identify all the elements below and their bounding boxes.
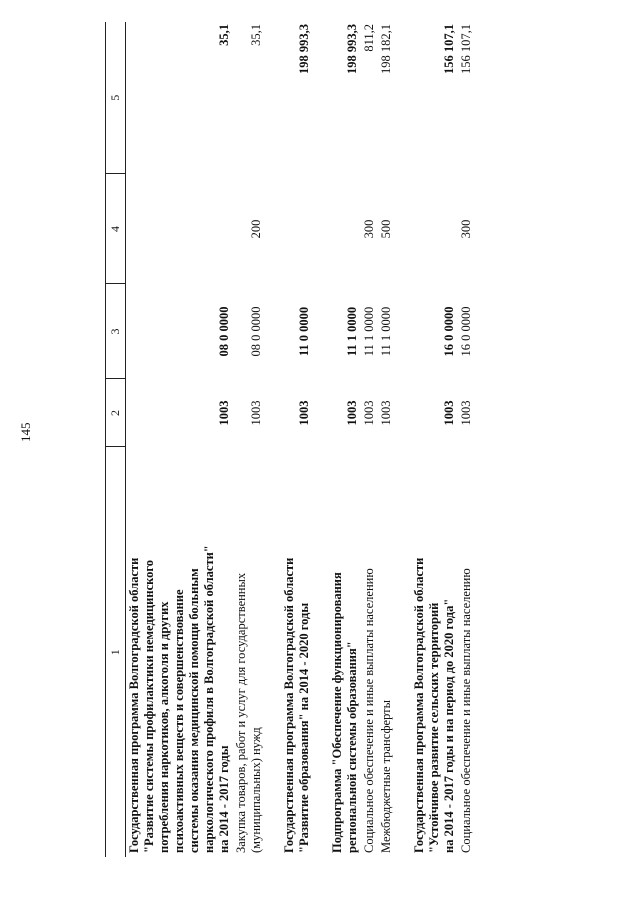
column-number-2: 2 xyxy=(106,379,126,447)
row-section-code: 1003 xyxy=(459,400,473,426)
row-expense-type: 500 xyxy=(379,219,393,239)
expense-row xyxy=(233,22,265,857)
row-name: Социальное обеспечение и иные выплаты населению xyxy=(362,568,376,853)
row-spacer xyxy=(313,22,329,857)
column-number-header-row xyxy=(106,22,126,857)
row-target-article: 11 1 0000 xyxy=(379,306,393,357)
row-target-article: 16 0 0000 xyxy=(459,306,473,357)
row-target-article: 11 0 0000 xyxy=(297,306,311,357)
row-section-code: 1003 xyxy=(249,400,263,426)
row-expense-type: 200 xyxy=(249,219,263,239)
row-expense-type: 300 xyxy=(362,219,376,239)
row-name: Социальное обеспечение и иные выплаты населению xyxy=(459,568,473,853)
column-number-1: 1 xyxy=(106,447,126,857)
budget-table xyxy=(105,22,475,857)
row-section-code: 1003 xyxy=(217,400,231,426)
row-amount: 156 107,1 xyxy=(459,24,473,74)
row-target-article: 16 0 0000 xyxy=(442,306,456,357)
row-expense-type: 300 xyxy=(459,219,473,239)
row-target-article: 11 1 0000 xyxy=(345,306,359,357)
row-amount: 35,1 xyxy=(217,24,231,46)
row-target-article: 08 0 0000 xyxy=(249,306,263,357)
row-amount: 198 993,3 xyxy=(345,24,359,74)
row-name: Межбюджетные трансферты xyxy=(379,699,393,853)
row-name: Подпрограмма "Обеспечение функционирования региональной системы образования" xyxy=(330,572,359,853)
row-section-code: 1003 xyxy=(297,400,311,426)
rotated-budget-table xyxy=(105,22,590,857)
row-expense-type xyxy=(329,174,361,284)
expense-row xyxy=(378,22,395,857)
expense-row xyxy=(361,22,378,857)
row-expense-type xyxy=(411,174,458,284)
row-name: Государственная программа Волгоградской области "Развитие системы профилактики немедицинского потребления наркотиков, алкоголя и других психоактивных веществ и совершенствование системы оказания медицинской помощи больным наркологического профиля в Волгоградской области" на 2014 - 2017 годы xyxy=(127,545,231,853)
row-name: Закупка товаров, работ и услуг для государственных (муниципальных) нужд xyxy=(234,572,263,853)
column-number-5: 5 xyxy=(106,22,126,174)
program-row xyxy=(126,22,234,857)
row-expense-type xyxy=(281,174,313,284)
column-number-4: 4 xyxy=(106,174,126,284)
page-number: 145 xyxy=(18,422,33,442)
program-row xyxy=(411,22,458,857)
program-row xyxy=(281,22,313,857)
column-number-3: 3 xyxy=(106,284,126,379)
row-name: Государственная программа Волгоградской области "Устойчивое развитие сельских территорий на 2014 - 2017 годы и на период до 2020 года" xyxy=(412,557,456,853)
row-expense-type xyxy=(126,174,234,284)
row-target-article: 11 1 0000 xyxy=(362,306,376,357)
row-section-code: 1003 xyxy=(442,400,456,426)
row-amount: 198 993,3 xyxy=(297,24,311,74)
row-amount: 156 107,1 xyxy=(442,24,456,74)
program-row xyxy=(329,22,361,857)
row-target-article: 08 0 0000 xyxy=(217,306,231,357)
row-section-code: 1003 xyxy=(362,400,376,426)
row-section-code: 1003 xyxy=(379,400,393,426)
row-section-code: 1003 xyxy=(345,400,359,426)
row-amount: 811,2 xyxy=(362,24,376,52)
row-spacer xyxy=(265,22,281,857)
table-body xyxy=(126,22,476,857)
row-amount: 35,1 xyxy=(249,24,263,46)
row-amount: 198 182,1 xyxy=(379,24,393,74)
expense-row xyxy=(458,22,475,857)
row-name: Государственная программа Волгоградской области "Развитие образования" на 2014 - 2020 годы xyxy=(282,557,311,853)
row-spacer xyxy=(395,22,411,857)
